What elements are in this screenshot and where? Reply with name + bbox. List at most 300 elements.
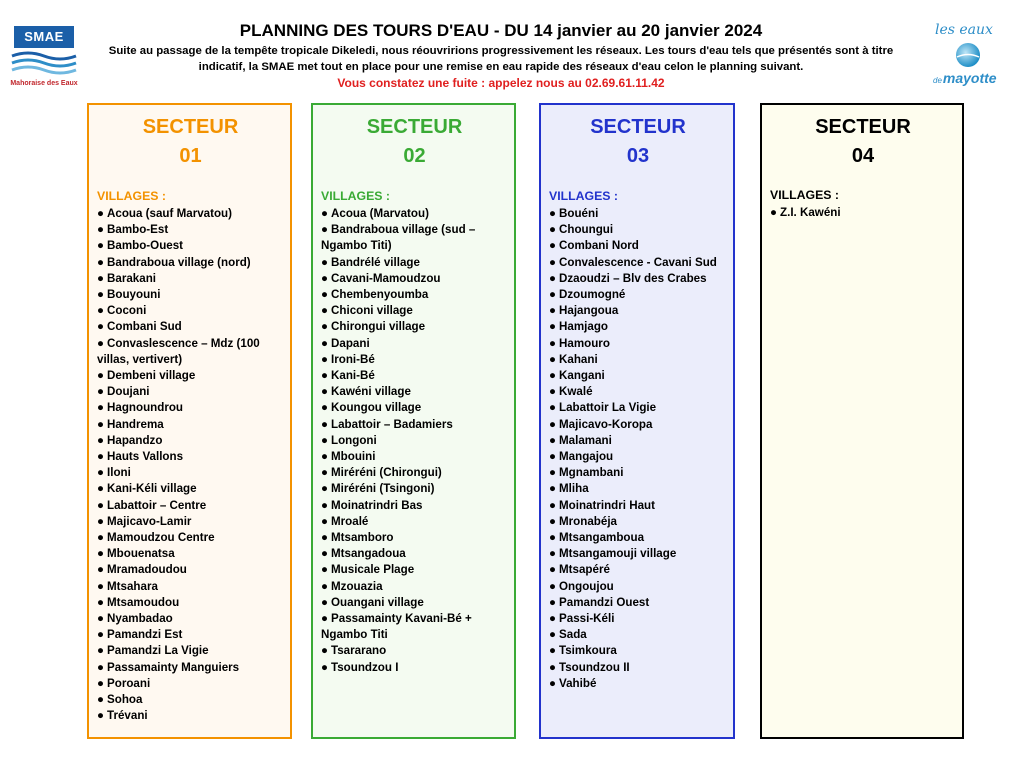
village-item — [321, 481, 508, 497]
village-item — [321, 514, 508, 530]
page-header — [96, 20, 906, 91]
village-item — [97, 514, 284, 530]
village-item — [97, 611, 284, 627]
sector-number: 04 — [851, 145, 875, 167]
bullet-icon: ● — [549, 466, 557, 480]
village-name: Sohoa — [107, 693, 143, 707]
village-item — [549, 255, 727, 271]
village-name: Moinatrindri Haut — [559, 498, 655, 512]
bullet-icon: ● — [321, 369, 329, 383]
bullet-icon: ● — [97, 320, 105, 334]
bullet-icon: ● — [321, 385, 329, 399]
village-name: Mzouazia — [331, 579, 383, 593]
village-item — [549, 352, 727, 368]
village-name: Mbouenatsa — [107, 547, 175, 561]
village-name: Tsararano — [331, 644, 387, 658]
village-name: Bouyouni — [107, 288, 161, 302]
bullet-icon: ● — [549, 401, 557, 415]
bullet-icon: ● — [97, 336, 105, 350]
village-item — [549, 368, 727, 384]
bullet-icon: ● — [549, 336, 557, 350]
bullet-icon: ● — [549, 514, 557, 528]
village-item — [321, 384, 508, 400]
bullet-icon: ● — [97, 709, 105, 723]
sector-label: SECTEUR — [590, 116, 686, 138]
bullet-icon: ● — [549, 369, 557, 383]
village-item — [97, 336, 284, 368]
storm-notice: Suite au passage de la tempête tropicale Dikeledi, nous réouvririons progressivement les réseaux. Les tours d'eau tels que présentés sont à titre indicatif, la SMAE met tout en place pour une remise en eau rapide des réseaux d'eau celon le planning suivant. — [108, 45, 894, 73]
village-item — [97, 222, 284, 238]
village-item — [97, 546, 284, 562]
bullet-icon: ● — [549, 320, 557, 334]
bullet-icon: ● — [321, 336, 329, 350]
village-item — [321, 319, 508, 335]
village-item — [770, 205, 956, 221]
bullet-icon: ● — [97, 531, 105, 545]
village-item — [97, 562, 284, 578]
bullet-icon: ● — [97, 482, 105, 496]
village-name: Mtsapéré — [559, 563, 610, 577]
bullet-icon: ● — [549, 498, 557, 512]
village-item — [321, 400, 508, 416]
sector-label: SECTEUR — [815, 116, 911, 138]
bullet-icon: ● — [321, 482, 329, 496]
sector-number: 03 — [626, 145, 650, 167]
bullet-icon: ● — [97, 288, 105, 302]
village-item — [97, 417, 284, 433]
bullet-icon: ● — [549, 433, 557, 447]
village-item — [549, 319, 727, 335]
village-name: Vahibé — [559, 676, 597, 690]
bullet-icon: ● — [97, 271, 105, 285]
bullet-icon: ● — [97, 433, 105, 447]
bullet-icon: ● — [321, 417, 329, 431]
village-name: Z.I. Kawéni — [780, 206, 841, 219]
village-name: Mtsamoudou — [107, 595, 180, 609]
village-item — [549, 595, 727, 611]
village-item — [97, 271, 284, 287]
bullet-icon: ● — [321, 644, 329, 658]
sector-number: 01 — [179, 145, 202, 167]
village-item — [97, 465, 284, 481]
bullet-icon: ● — [97, 304, 105, 318]
village-name: Tsimkoura — [559, 644, 617, 658]
bullet-icon: ● — [97, 498, 105, 512]
village-name: Bouéni — [559, 207, 599, 220]
village-item — [549, 206, 727, 222]
village-name: Hapandzo — [107, 433, 163, 447]
sector-04-panel — [760, 103, 964, 739]
smae-logo-subtitle: Mahoraise des Eaux — [10, 80, 78, 87]
village-name: Bandrélé village — [331, 255, 420, 269]
bullet-icon: ● — [97, 369, 105, 383]
village-name: Longoni — [331, 433, 377, 447]
village-name: Bambo-Est — [107, 223, 169, 237]
bullet-icon: ● — [321, 401, 329, 415]
village-name: Dembeni village — [107, 369, 196, 383]
bullet-icon: ● — [549, 660, 557, 674]
village-item — [549, 238, 727, 254]
village-item — [97, 595, 284, 611]
village-item — [549, 303, 727, 319]
sector-label: SECTEUR — [366, 116, 463, 138]
water-drop-icon — [953, 40, 983, 70]
bullet-icon: ● — [321, 271, 329, 285]
village-item — [549, 481, 727, 497]
village-name: Combani Nord — [559, 239, 639, 253]
village-list — [321, 206, 508, 676]
leak-notice: Vous constatez une fuite : appelez nous au 02.69.61.11.42 — [337, 76, 665, 90]
village-name: Hauts Vallons — [107, 450, 184, 464]
village-item — [549, 579, 727, 595]
villages-label: VILLAGES : — [97, 189, 167, 203]
village-item — [321, 287, 508, 303]
village-name: Sada — [559, 628, 587, 642]
village-name: Tsoundzou I — [331, 660, 399, 674]
bullet-icon: ● — [549, 563, 557, 577]
village-item — [549, 611, 727, 627]
bullet-icon: ● — [549, 304, 557, 318]
village-item — [549, 287, 727, 303]
village-item — [549, 449, 727, 465]
village-item — [549, 400, 727, 416]
village-item — [97, 530, 284, 546]
village-item — [321, 498, 508, 514]
village-name: Ouangani village — [331, 595, 424, 609]
sector-title — [321, 113, 508, 171]
village-item — [321, 660, 508, 676]
village-item — [549, 433, 727, 449]
smae-logo — [8, 22, 80, 94]
village-name: Mroalé — [331, 514, 369, 528]
village-item — [97, 627, 284, 643]
bullet-icon: ● — [549, 352, 557, 366]
sector-01-panel — [87, 103, 292, 739]
village-name: Hagnoundrou — [107, 401, 184, 415]
village-name: Iloni — [107, 466, 131, 480]
logo-line-mayotte — [933, 70, 997, 86]
village-item — [321, 206, 508, 222]
village-item — [549, 465, 727, 481]
bullet-icon: ● — [97, 466, 105, 480]
sector-number: 02 — [403, 145, 426, 167]
village-item — [549, 643, 727, 659]
village-item — [549, 498, 727, 514]
bullet-icon: ● — [321, 595, 329, 609]
village-item — [97, 319, 284, 335]
logo-prefix: de — [933, 76, 942, 85]
village-item — [97, 384, 284, 400]
village-name: Kani-Kéli village — [107, 482, 197, 496]
bullet-icon: ● — [549, 482, 557, 496]
village-item — [97, 498, 284, 514]
bullet-icon: ● — [321, 547, 329, 561]
village-name: Majicavo-Lamir — [107, 514, 192, 528]
village-item — [549, 546, 727, 562]
village-name: Ongoujou — [559, 579, 614, 593]
village-item — [549, 271, 727, 287]
village-item — [321, 530, 508, 546]
village-item — [321, 465, 508, 481]
village-item — [549, 514, 727, 530]
bullet-icon: ● — [321, 466, 329, 480]
bullet-icon: ● — [549, 223, 557, 237]
village-item — [97, 692, 284, 708]
bullet-icon: ● — [97, 417, 105, 431]
village-name: Kawéni village — [331, 385, 411, 399]
logo-line-les-eaux: les eaux — [935, 22, 993, 38]
village-name: Acoua (Marvatou) — [331, 207, 429, 220]
sector-03-panel — [539, 103, 735, 739]
village-name: Labattoir – Centre — [107, 498, 207, 512]
village-name: Hamjago — [559, 320, 608, 334]
bullet-icon: ● — [97, 676, 105, 690]
bullet-icon: ● — [97, 239, 105, 253]
village-name: Kahani — [559, 352, 598, 366]
village-item — [97, 238, 284, 254]
bullet-icon: ● — [97, 207, 105, 220]
village-name: Labattoir La Vigie — [559, 401, 657, 415]
village-name: Tsoundzou II — [559, 660, 630, 674]
village-item — [549, 222, 727, 238]
bullet-icon: ● — [549, 207, 557, 220]
village-name: Mamoudzou Centre — [107, 531, 215, 545]
village-name: Pamandzi La Vigie — [107, 644, 209, 658]
village-item — [321, 579, 508, 595]
village-name: Mramadoudou — [107, 563, 187, 577]
village-name: Mtsangadoua — [331, 547, 406, 561]
village-name: Cavani-Mamoudzou — [331, 271, 441, 285]
village-name: Mangajou — [559, 450, 614, 464]
bullet-icon: ● — [549, 271, 557, 285]
village-item — [97, 643, 284, 659]
bullet-icon: ● — [549, 255, 557, 269]
village-name: Coconi — [107, 304, 147, 318]
bullet-icon: ● — [549, 595, 557, 609]
village-name: Malamani — [559, 433, 612, 447]
village-name: Mronabéja — [559, 514, 617, 528]
village-name: Mliha — [559, 482, 589, 496]
bullet-icon: ● — [321, 288, 329, 302]
village-name: Miréréni (Chirongui) — [331, 466, 442, 480]
village-name: Chirongui village — [331, 320, 426, 334]
village-name: Ironi-Bé — [331, 352, 375, 366]
village-name: Musicale Plage — [331, 563, 415, 577]
village-item — [549, 336, 727, 352]
bullet-icon: ● — [97, 612, 105, 626]
village-name: Chembenyoumba — [331, 288, 429, 302]
village-item — [321, 611, 508, 643]
village-item — [97, 481, 284, 497]
village-name: Choungui — [559, 223, 614, 237]
bullet-icon: ● — [321, 320, 329, 334]
bullet-icon: ● — [321, 531, 329, 545]
bullet-icon: ● — [321, 450, 329, 464]
village-name: Mtsangamouji village — [559, 547, 677, 561]
sector-title — [770, 113, 956, 171]
bullet-icon: ● — [321, 498, 329, 512]
bullet-icon: ● — [321, 352, 329, 366]
village-name: Convalescence - Cavani Sud — [559, 255, 717, 269]
bullet-icon: ● — [321, 433, 329, 447]
village-item — [549, 384, 727, 400]
village-name: Acoua (sauf Marvatou) — [107, 207, 232, 220]
village-name: Pamandzi Ouest — [559, 595, 650, 609]
village-name: Labattoir – Badamiers — [331, 417, 453, 431]
village-item — [97, 449, 284, 465]
village-name: Koungou village — [331, 401, 422, 415]
bullet-icon: ● — [97, 547, 105, 561]
bullet-icon: ● — [321, 255, 329, 269]
village-list — [770, 205, 956, 221]
villages-label: VILLAGES : — [770, 188, 840, 202]
bullet-icon: ● — [321, 660, 329, 674]
village-name: Combani Sud — [107, 320, 182, 334]
village-name: Dapani — [331, 336, 370, 350]
village-item — [321, 336, 508, 352]
village-name: Poroani — [107, 676, 151, 690]
bullet-icon: ● — [97, 514, 105, 528]
village-item — [321, 643, 508, 659]
village-name: Doujani — [107, 385, 150, 399]
village-name: Barakani — [107, 271, 156, 285]
village-item — [321, 595, 508, 611]
village-item — [97, 433, 284, 449]
village-item — [549, 627, 727, 643]
village-name: Hajangoua — [559, 304, 619, 318]
village-name: Passi-Kéli — [559, 612, 615, 626]
bullet-icon: ● — [321, 563, 329, 577]
bullet-icon: ● — [321, 579, 329, 593]
village-name: Bandraboua village (sud – Ngambo Titi) — [321, 223, 476, 253]
village-name: Pamandzi Est — [107, 628, 183, 642]
village-name: Hamouro — [559, 336, 610, 350]
bullet-icon: ● — [321, 304, 329, 318]
bullet-icon: ● — [549, 547, 557, 561]
wave-icon — [10, 48, 78, 78]
village-name: Handrema — [107, 417, 164, 431]
bullet-icon: ● — [549, 612, 557, 626]
bullet-icon: ● — [549, 579, 557, 593]
village-list — [549, 206, 727, 692]
village-item — [321, 222, 508, 254]
village-item — [321, 303, 508, 319]
bullet-icon: ● — [97, 644, 105, 658]
bullet-icon: ● — [97, 385, 105, 399]
village-item — [97, 708, 284, 724]
village-name: Mtsahara — [107, 579, 158, 593]
bullet-icon: ● — [97, 450, 105, 464]
village-item — [97, 400, 284, 416]
village-name: Chiconi village — [331, 304, 413, 318]
village-item — [321, 449, 508, 465]
bullet-icon: ● — [549, 628, 557, 642]
village-name: Kani-Bé — [331, 369, 375, 383]
village-name: Moinatrindri Bas — [331, 498, 423, 512]
village-item — [97, 206, 284, 222]
sector-label: SECTEUR — [142, 116, 239, 138]
bullet-icon: ● — [97, 223, 105, 237]
village-item — [321, 271, 508, 287]
bullet-icon: ● — [97, 595, 105, 609]
bullet-icon: ● — [321, 514, 329, 528]
village-item — [97, 303, 284, 319]
bullet-icon: ● — [97, 628, 105, 642]
village-name: Dzaoudzi – Blv des Crabes — [559, 271, 707, 285]
village-name: Passamainty Manguiers — [107, 660, 240, 674]
village-item — [321, 562, 508, 578]
village-name: Kwalé — [559, 385, 593, 399]
village-name: Bambo-Ouest — [107, 239, 184, 253]
logo-mayotte-word: mayotte — [942, 70, 997, 86]
village-item — [97, 287, 284, 303]
village-item — [549, 417, 727, 433]
villages-label: VILLAGES : — [321, 189, 391, 203]
village-item — [97, 368, 284, 384]
bullet-icon: ● — [549, 239, 557, 253]
village-item — [97, 676, 284, 692]
village-item — [97, 660, 284, 676]
sector-02-panel — [311, 103, 516, 739]
villages-label: VILLAGES : — [549, 189, 619, 203]
village-item — [321, 255, 508, 271]
bullet-icon: ● — [549, 531, 557, 545]
village-name: Mtsamboro — [331, 531, 394, 545]
village-name: Kangani — [559, 369, 605, 383]
village-name: Dzoumogné — [559, 288, 626, 302]
village-item — [321, 433, 508, 449]
bullet-icon: ● — [770, 206, 778, 219]
village-list — [97, 206, 284, 725]
village-name: Bandraboua village (nord) — [107, 255, 251, 269]
village-name: Mgnambani — [559, 466, 624, 480]
bullet-icon: ● — [97, 660, 105, 674]
page-title: PLANNING DES TOURS D'EAU - DU 14 janvier au 20 janvier 2024 — [239, 21, 763, 40]
bullet-icon: ● — [97, 255, 105, 269]
bullet-icon: ● — [549, 450, 557, 464]
village-item — [549, 562, 727, 578]
village-item — [97, 255, 284, 271]
village-item — [549, 676, 727, 692]
bullet-icon: ● — [549, 676, 557, 690]
village-item — [549, 530, 727, 546]
eaux-de-mayotte-logo — [931, 22, 1003, 92]
village-name: Miréréni (Tsingoni) — [331, 482, 435, 496]
village-name: Mbouini — [331, 450, 376, 464]
bullet-icon: ● — [549, 385, 557, 399]
village-item — [321, 417, 508, 433]
smae-logo-text: SMAE — [14, 26, 74, 48]
village-name: Mtsangamboua — [559, 531, 645, 545]
village-item — [321, 352, 508, 368]
village-name: Nyambadao — [107, 612, 173, 626]
village-name: Majicavo-Koropa — [559, 417, 653, 431]
sector-title — [97, 113, 284, 171]
bullet-icon: ● — [549, 288, 557, 302]
village-item — [549, 660, 727, 676]
bullet-icon: ● — [549, 644, 557, 658]
sector-title — [549, 113, 727, 171]
village-item — [321, 368, 508, 384]
bullet-icon: ● — [321, 612, 329, 626]
bullet-icon: ● — [549, 417, 557, 431]
bullet-icon: ● — [321, 223, 329, 237]
village-name: Passamainty Kavani-Bé + Ngambo Titi — [321, 612, 472, 642]
village-item — [97, 579, 284, 595]
bullet-icon: ● — [97, 401, 105, 415]
village-item — [321, 546, 508, 562]
bullet-icon: ● — [97, 693, 105, 707]
